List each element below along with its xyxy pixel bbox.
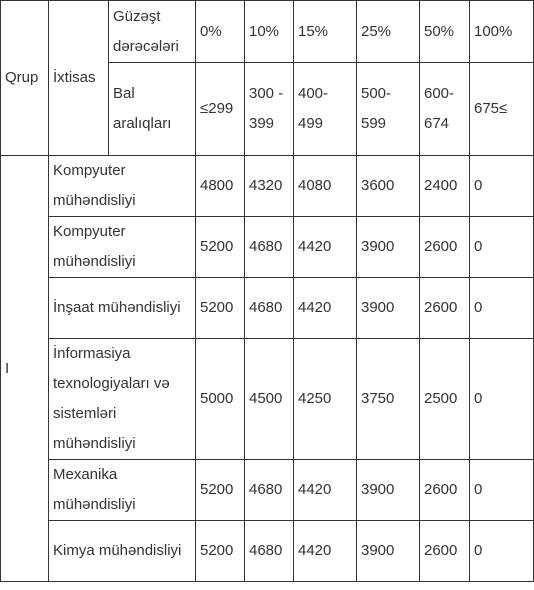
value-cell: 4420: [294, 521, 357, 582]
value-cell: 3900: [357, 278, 420, 339]
specialty-cell: Kompyuter mühəndisliyi: [49, 156, 196, 217]
group-cell: I: [1, 156, 49, 582]
specialty-cell: Kompyuter mühəndisliyi: [49, 217, 196, 278]
value-cell: 0: [470, 460, 534, 521]
value-cell: 2500: [420, 339, 470, 460]
value-cell: 4680: [245, 521, 294, 582]
table-row: [1, 460, 534, 521]
value-cell: 3600: [357, 156, 420, 217]
value-cell: 5000: [196, 339, 245, 460]
value-cell: 5200: [196, 278, 245, 339]
table-row: [1, 278, 534, 339]
discount-0: 0%: [196, 1, 245, 63]
range-1: 300 - 399: [245, 63, 294, 156]
value-cell: 5200: [196, 217, 245, 278]
value-cell: 3750: [357, 339, 420, 460]
range-2: 400-499: [294, 63, 357, 156]
discount-4: 50%: [420, 1, 470, 63]
value-cell: 3900: [357, 521, 420, 582]
specialty-cell: Kimya mühəndisliyi: [49, 521, 196, 582]
specialty-cell: Mexanika mühəndisliyi: [49, 460, 196, 521]
range-5: 675≤: [470, 63, 534, 156]
value-cell: 3900: [357, 460, 420, 521]
value-cell: 4420: [294, 217, 357, 278]
specialty-cell: İnşaat mühəndisliyi: [49, 278, 196, 339]
discount-label: Güzəşt dərəcələri: [109, 1, 196, 63]
value-cell: 4080: [294, 156, 357, 217]
value-cell: 5200: [196, 460, 245, 521]
specialty-header: İxtisas: [49, 1, 109, 156]
discount-1: 10%: [245, 1, 294, 63]
range-0: ≤299: [196, 63, 245, 156]
discount-3: 25%: [357, 1, 420, 63]
value-cell: 4680: [245, 460, 294, 521]
value-cell: 0: [470, 278, 534, 339]
value-cell: 4420: [294, 460, 357, 521]
discount-2: 15%: [294, 1, 357, 63]
value-cell: 3900: [357, 217, 420, 278]
value-cell: 2400: [420, 156, 470, 217]
value-cell: 4680: [245, 278, 294, 339]
group-header: Qrup: [1, 1, 49, 156]
range-3: 500-599: [357, 63, 420, 156]
score-label: Bal aralıqları: [109, 63, 196, 156]
table-row: [1, 339, 534, 460]
value-cell: 4500: [245, 339, 294, 460]
value-cell: 2600: [420, 217, 470, 278]
value-cell: 0: [470, 217, 534, 278]
header-row-discounts: [1, 1, 534, 63]
range-4: 600-674: [420, 63, 470, 156]
value-cell: 4800: [196, 156, 245, 217]
value-cell: 0: [470, 521, 534, 582]
table-row: [1, 521, 534, 582]
value-cell: 4680: [245, 217, 294, 278]
value-cell: 5200: [196, 521, 245, 582]
value-cell: 2600: [420, 521, 470, 582]
value-cell: 4420: [294, 278, 357, 339]
value-cell: 2600: [420, 460, 470, 521]
discount-5: 100%: [470, 1, 534, 63]
value-cell: 0: [470, 156, 534, 217]
value-cell: 4320: [245, 156, 294, 217]
value-cell: 2600: [420, 278, 470, 339]
value-cell: 4250: [294, 339, 357, 460]
table-row: [1, 217, 534, 278]
table-row: [1, 156, 534, 217]
specialty-cell: İnformasiya texnologiyaları və sistemləri mühəndisliyi: [49, 339, 196, 460]
value-cell: 0: [470, 339, 534, 460]
